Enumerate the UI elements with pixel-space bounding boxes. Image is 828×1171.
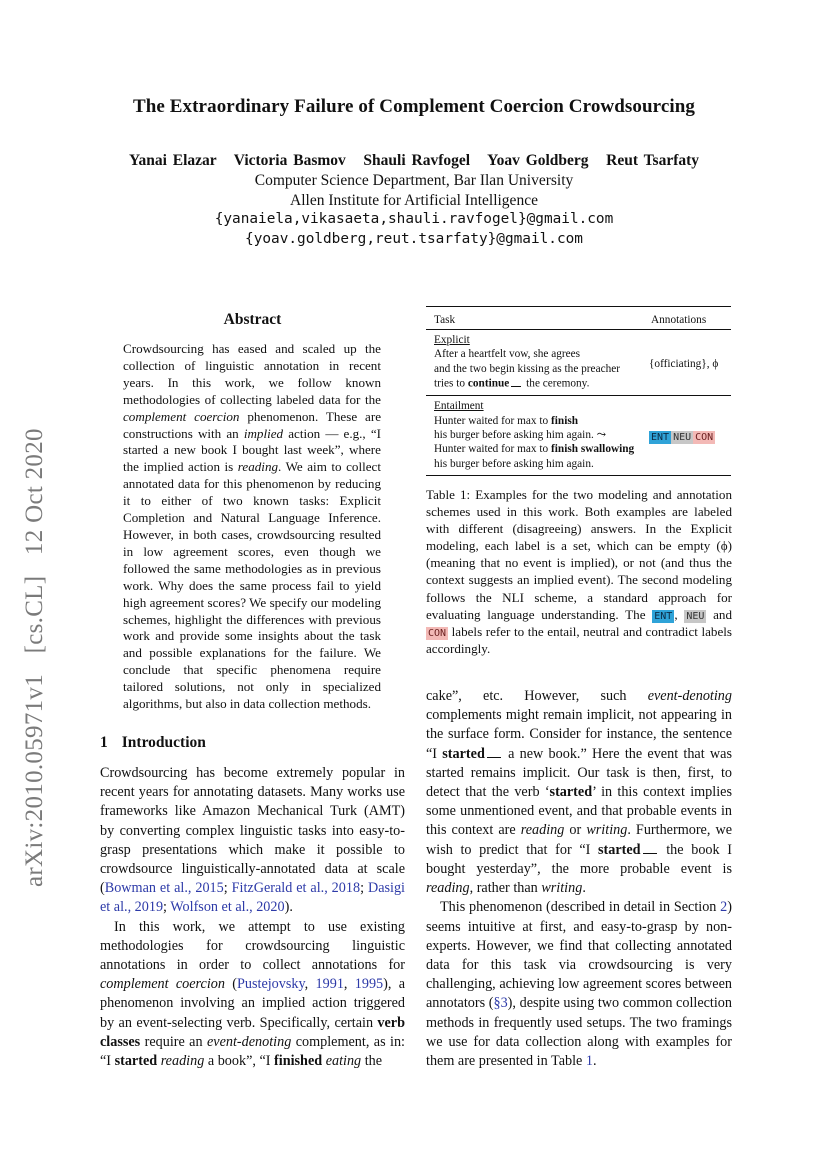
abstract-heading: Abstract xyxy=(223,311,282,328)
table-row-explicit xyxy=(426,330,731,395)
citation-link[interactable]: Dasigi et al., 2019 xyxy=(100,880,405,916)
table-row-entailment xyxy=(426,396,731,475)
paper-title: The Extraordinary Failure of Complement Coercion Crowdsourcing xyxy=(132,96,696,117)
example-line: his burger before asking him again. xyxy=(434,457,594,470)
arxiv-stamp xyxy=(21,367,57,887)
tag-con: CON xyxy=(428,627,447,639)
abstract-emphasis: reading xyxy=(237,459,279,475)
citation-link[interactable]: 1991 xyxy=(315,976,344,993)
example-line: tries to continue the ceremony. xyxy=(434,377,590,390)
right-column-body xyxy=(426,687,732,1071)
author-list: Yanai Elazar Victoria Basmov Shauli Ravfogel Yoav Goldberg Reut Tsarfaty xyxy=(128,152,700,169)
citation-link[interactable]: FitzGerald et al., 2018 xyxy=(231,880,361,897)
example-line: and the two begin kissing as the preacher xyxy=(434,362,621,375)
example-line: his burger before asking him again. ⤳ xyxy=(434,429,607,442)
citation-link[interactable]: Bowman et al., 2015 xyxy=(104,880,224,897)
abstract-text: action — e.g., “I started a new book I bought last week”, where the implied action is xyxy=(123,425,381,475)
citation-link[interactable]: Pustejovsky xyxy=(237,976,305,993)
annotation-entailment xyxy=(649,430,715,444)
table-1 xyxy=(426,306,731,476)
left-column-body xyxy=(100,764,405,1071)
table-header-row xyxy=(426,307,731,329)
abstract-emphasis: complement coercion xyxy=(123,408,240,424)
tag-ent: ENT xyxy=(654,610,673,622)
paragraph: Crowdsourcing has become extremely popular in recent years for annotating datasets. Many works use frameworks like Amazon Mechanical Turk (AMT) by converting complex linguistic tasks into easy-to-grasp presentations which make it possible to crowdsource linguistically-annotated data at scale (Bowman et al., 2015; FitzGerald et al., 2018; Dasigi et al., 2019; Wolfson et al., 2020). xyxy=(100,765,405,916)
table-caption: Table 1: Examples for the two modeling and annotation schemes used in this work. Both examples are labeled with different (disagreeing) answers. In the Explicit modeling, each label is a set, which can be empty (ϕ) (meaning that no event is implied), or not (and thus the context suggests an implied event). The second modeling follows the NLI scheme, a standard approach for evaluating language understanding. The ENT , NEU and CON labels refer to the entail, neutral and contradict labels accordingly. xyxy=(426,487,732,656)
paragraph: This phenomenon (described in detail in Section 2) seems intuitive at first, and easy-to-grasp by non-experts. However, we find that collecting annotated data for this task via crowdsourcing is very challenging, achieving low agreement scores between annotators (§3), despite using two common collection methods in frequently used setups. The two framings we use for data collection along with examples for them are presented in Table 1. xyxy=(426,899,732,1069)
paragraph: cake”, etc. However, such event-denoting complements might remain implicit, not appearing in the surface form. Consider for instance, the sentence “I started a new book.” Here the event that was started remains implicit. Our task is then, first, to detect that the verb ‘started’ in this context implies some unmentioned event, and that probable events in this context are reading or writing. Furthermore, we wish to predict that for “I started the book I bought yesterday”, the more probable event is reading, rather than writing. xyxy=(426,688,733,897)
example-line: After a heartfelt vow, she agrees xyxy=(434,348,581,361)
tag-ent: ENT xyxy=(651,432,670,444)
abstract-text: phenomenon. These are constructions with an xyxy=(123,408,382,441)
annotation-explicit: {officiating}, ϕ xyxy=(649,358,719,370)
citation-link[interactable]: Wolfson et al., 2020 xyxy=(170,899,285,916)
email-line-1: {yanaiela,vikasaeta,shauli.ravfogel}@gmail.com xyxy=(214,211,614,227)
citation-link[interactable]: 1995 xyxy=(354,976,384,993)
arxiv-category: [cs.CL] xyxy=(21,575,48,654)
affiliation-2: Allen Institute for Artificial Intelligence xyxy=(290,192,538,209)
abstract-text: Crowdsourcing has eased and scaled up the collection of linguistic annotation in recent years. In this work, we follow known methodologies of collecting labeled data for the xyxy=(123,341,381,407)
section-number: 1 xyxy=(100,734,108,751)
paragraph: In this work, we attempt to use existing methodologies for crowdsourcing linguistic annotations in order to collect annotations for complement coercion (Pustejovsky, 1991, 1995), a phenomenon involving an implied action triggered by an event-selecting verb. Specifically, certain verb classes require an event-denoting complement, as in: “I started reading a book”, “I finished eating the xyxy=(100,918,406,1070)
section-link[interactable]: §3 xyxy=(493,995,508,1012)
abstract-text: . We aim to collect annotated data for this phenomenon by reducing it to either of two known tasks: Explicit Completion and Natural Language Inference. However, in both cases, crowdsourcing resulted in low agreement scores, even though we followed the same methodologies as in previous work. Why does the same process fail to yield high agreement scores? We specify our modeling schemes, highlight the differences with previous work and provide some insights about the task and possible explanations for the failure. We conclude that specific phenomena require tailored solutions, not only in specialized algorithms, but also in data collection methods. xyxy=(123,459,381,712)
tag-neu: NEU xyxy=(686,610,705,622)
arxiv-date: 12 Oct 2020 xyxy=(21,428,48,556)
table-header-annotations: Annotations xyxy=(651,314,707,326)
tag-neu: NEU xyxy=(673,432,692,444)
email-line-2: {yoav.goldberg,reut.tsarfaty}@gmail.com xyxy=(245,231,583,247)
section-heading xyxy=(100,734,206,752)
section-title: Introduction xyxy=(121,734,206,751)
abstract-emphasis: implied xyxy=(243,425,284,441)
abstract-body xyxy=(123,341,381,713)
row-label-entailment: Entailment xyxy=(434,400,484,413)
table-header-task: Task xyxy=(434,314,456,326)
example-line: Hunter waited for max to finish xyxy=(434,414,579,427)
example-line: Hunter waited for max to finish swallowing xyxy=(434,443,635,456)
arxiv-id: arXiv:2010.05971v1 xyxy=(21,673,48,887)
row-label-explicit: Explicit xyxy=(434,334,470,346)
table-link[interactable]: 1 xyxy=(585,1052,593,1069)
tag-con: CON xyxy=(695,432,714,444)
section-link[interactable]: 2 xyxy=(720,899,728,916)
affiliation-1: Computer Science Department, Bar Ilan University xyxy=(254,172,574,189)
